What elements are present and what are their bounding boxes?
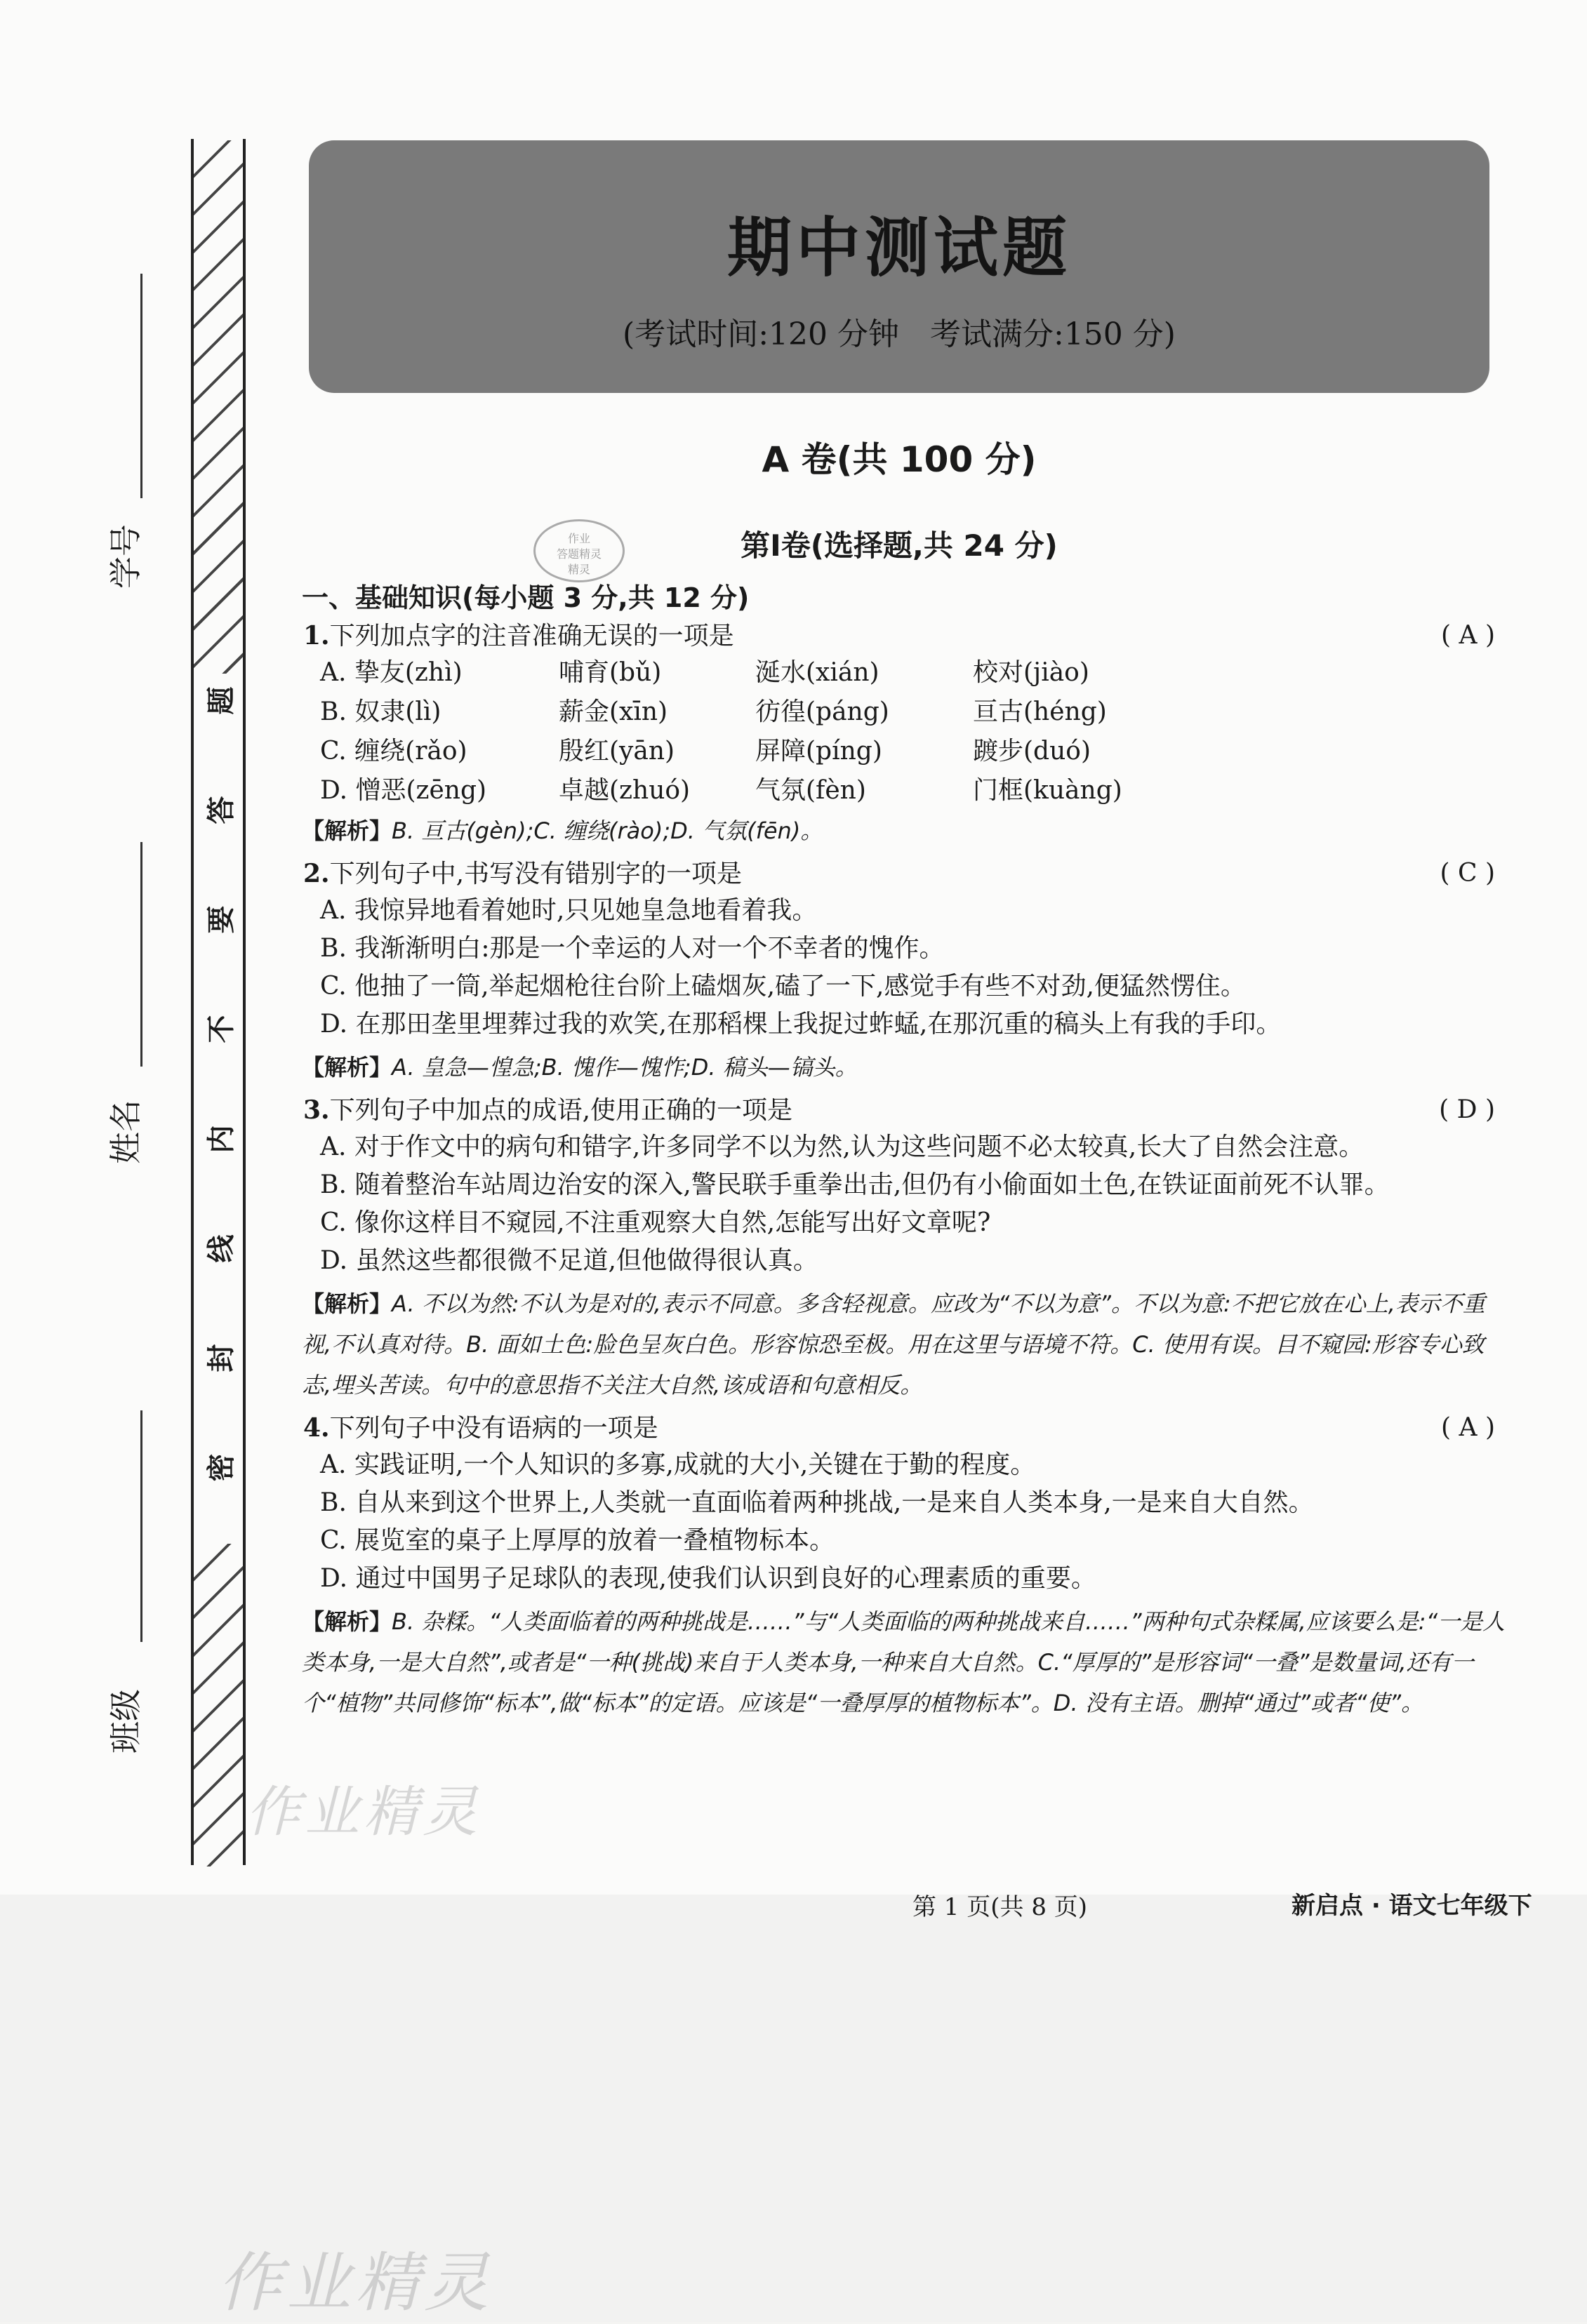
option-cell: 薪金(xīn) xyxy=(559,697,668,726)
seal-char: 密 xyxy=(205,1453,238,1482)
seal-char: 不 xyxy=(205,1015,238,1043)
seal-char: 内 xyxy=(205,1125,238,1154)
answer-mark: ( D ) xyxy=(1439,1095,1495,1124)
binding-hatch-top xyxy=(194,140,243,674)
option-cell: 殷红(yān) xyxy=(559,737,675,766)
option-d[interactable]: D. 通过中国男子足球队的表现,使我们认识到良好的心理素质的重要。 xyxy=(320,1564,1096,1593)
option-grid xyxy=(320,657,1509,806)
option-cell: 校对(jiào) xyxy=(973,658,1089,687)
question-2 xyxy=(302,858,1509,1088)
option-c[interactable]: C. 像你这样目不窥园,不注重观察大自然,怎能写出好文章呢? xyxy=(320,1208,991,1237)
question-3 xyxy=(302,1095,1509,1405)
question-number: 4. xyxy=(303,1413,330,1443)
watermark: 作业精灵 xyxy=(246,1781,482,1844)
answer-mark: ( A ) xyxy=(1441,621,1495,650)
answer-mark: ( A ) xyxy=(1441,1413,1495,1442)
option-cell: 屏障(píng) xyxy=(755,737,882,766)
name-field xyxy=(91,1100,156,1164)
question-stem xyxy=(302,858,1509,890)
student-id-field xyxy=(91,524,156,589)
question-number: 3. xyxy=(303,1095,330,1125)
student-id-label: 学号 xyxy=(107,524,145,589)
seal-char: 封 xyxy=(205,1344,238,1373)
analysis: 【解析】A. 不以为然:不认为是对的,表示不同意。多含轻视意。应改为“不以为意”。不以为意:不把它放在心上,表示不重视,不认真对待。B. 面如土色:脸色呈灰白色。形容惊恐至极。用在这里与语境不符。C. 使用有误。目不窥园:形容专心致志,埋头苦读。句中的意思指不关注大自然,该成语和句意相反。 xyxy=(302,1290,1485,1398)
name-line[interactable] xyxy=(140,842,142,1067)
page-number: 第 1 页(共 8 页) xyxy=(912,1893,1088,1921)
part-heading: 第Ⅰ卷(选择题,共 24 分) xyxy=(741,528,1058,563)
option-cell[interactable]: B. 奴隶(lì) xyxy=(320,697,441,726)
class-field xyxy=(91,1689,156,1754)
option-d[interactable]: D. 在那田垄里埋葬过我的欢笑,在那稻棵上我捉过蚱蜢,在那沉重的稿头上有我的手印。 xyxy=(320,1010,1282,1039)
option-b[interactable]: B. 我渐渐明白:那是一个幸运的人对一个不幸者的愧作。 xyxy=(320,934,945,963)
section-title: 一、基础知识(每小题 3 分,共 12 分) xyxy=(302,582,750,613)
title-banner xyxy=(309,140,1489,393)
class-label: 班级 xyxy=(107,1689,145,1754)
analysis: 【解析】B. 亘古(gèn);C. 缠绕(rào);D. 气氛(fēn)。 xyxy=(302,817,823,844)
option-a[interactable]: A. 对于作文中的病句和错字,许多同学不以为然,认为这些问题不必太较真,长大了自然会注意。 xyxy=(320,1133,1364,1161)
option-cell: 气氛(fèn) xyxy=(755,776,866,805)
question-text: 下列加点字的注音准确无误的一项是 xyxy=(329,622,734,650)
option-cell[interactable]: D. 憎恶(zēng) xyxy=(320,776,487,805)
volume-heading: A 卷(共 100 分) xyxy=(762,439,1037,480)
question-text: 下列句子中,书写没有错别字的一项是 xyxy=(329,860,743,888)
question-area xyxy=(302,582,1509,1730)
class-line[interactable] xyxy=(140,1410,142,1642)
option-cell: 卓越(zhuó) xyxy=(559,776,691,805)
option-b[interactable]: B. 自从来到这个世界上,人类就一直面临着两种挑战,一是来自人类本身,一是来自大自然。 xyxy=(320,1488,1314,1517)
option-a[interactable]: A. 实践证明,一个人知识的多寡,成就的大小,关键在于勤的程度。 xyxy=(320,1450,1036,1479)
question-number: 2. xyxy=(303,859,330,888)
option-b[interactable]: B. 随着整治车站周边治安的深入,警民联手重拳出击,但仍有小偷面如土色,在铁证面前死不认罪。 xyxy=(320,1170,1390,1199)
option-cell: 涎水(xián) xyxy=(755,658,879,687)
binding-hatch-bottom xyxy=(194,1544,243,1866)
option-a[interactable]: A. 我惊异地看着她时,只见她皇急地看着我。 xyxy=(320,896,818,925)
brand-label: 新启点 · 语文七年级下 xyxy=(1291,1892,1532,1920)
seal-line-notice xyxy=(198,681,240,1488)
seal-char: 线 xyxy=(205,1234,238,1263)
option-c[interactable]: C. 展览室的桌子上厚厚的放着一叠植物标本。 xyxy=(320,1526,835,1555)
exam-title: 期中测试题 xyxy=(726,210,1071,286)
option-cell[interactable]: A. 挚友(zhì) xyxy=(320,658,463,687)
seal-char: 答 xyxy=(205,796,238,824)
question-stem xyxy=(302,1413,1509,1444)
question-text: 下列句子中没有语病的一项是 xyxy=(329,1414,658,1443)
question-text: 下列句子中加点的成语,使用正确的一项是 xyxy=(329,1096,793,1125)
option-cell: 门框(kuàng) xyxy=(973,776,1122,805)
question-stem xyxy=(302,1095,1509,1126)
question-4 xyxy=(302,1413,1509,1723)
question-stem xyxy=(302,620,1509,652)
binding-line-inner xyxy=(243,139,246,1865)
option-c[interactable]: C. 他抽了一筒,举起烟枪往台阶上磕烟灰,磕了一下,感觉手有些不对劲,便猛然愣住。 xyxy=(320,972,1246,1001)
answer-mark: ( C ) xyxy=(1440,859,1495,888)
stamp-logo: 作业 答题精灵 精灵 xyxy=(533,519,625,582)
option-cell: 踱步(duó) xyxy=(973,737,1091,766)
watermark-bottom: 作业精灵 xyxy=(218,2245,493,2320)
student-id-line[interactable] xyxy=(140,274,142,498)
analysis: 【解析】B. 杂糅。“人类面临着的两种挑战是……”与“人类面临的两种挑战来自……”两种句式杂糅属,应该要么是:“一是人类本身,一是大自然”,或者是“一种(挑战)来自于人类本身,一种来自大自然。C.“厚厚的”是形容词“一叠”是数量词,还有一个“植物”共同修饰“标本”,做“标本”的定语。应该是“一叠厚厚的植物标本”。D. 没有主语。删掉“通过”或者“使”。 xyxy=(302,1608,1506,1716)
option-cell: 哺育(bǔ) xyxy=(559,658,662,687)
seal-char: 题 xyxy=(205,686,238,715)
analysis: 【解析】A. 皇急—惶急;B. 愧作—愧怍;D. 稿头—镐头。 xyxy=(302,1054,858,1081)
seal-char: 要 xyxy=(205,905,238,934)
name-label: 姓名 xyxy=(107,1100,145,1164)
question-1 xyxy=(302,620,1509,851)
option-cell: 彷徨(páng) xyxy=(755,697,889,726)
option-cell[interactable]: C. 缠绕(rǎo) xyxy=(320,737,467,766)
question-number: 1. xyxy=(303,621,330,650)
option-d[interactable]: D. 虽然这些都很微不足道,但他做得很认真。 xyxy=(320,1246,818,1275)
option-cell: 亘古(héng) xyxy=(973,697,1107,726)
exam-subtitle: (考试时间:120 分钟 考试满分:150 分) xyxy=(623,316,1176,352)
